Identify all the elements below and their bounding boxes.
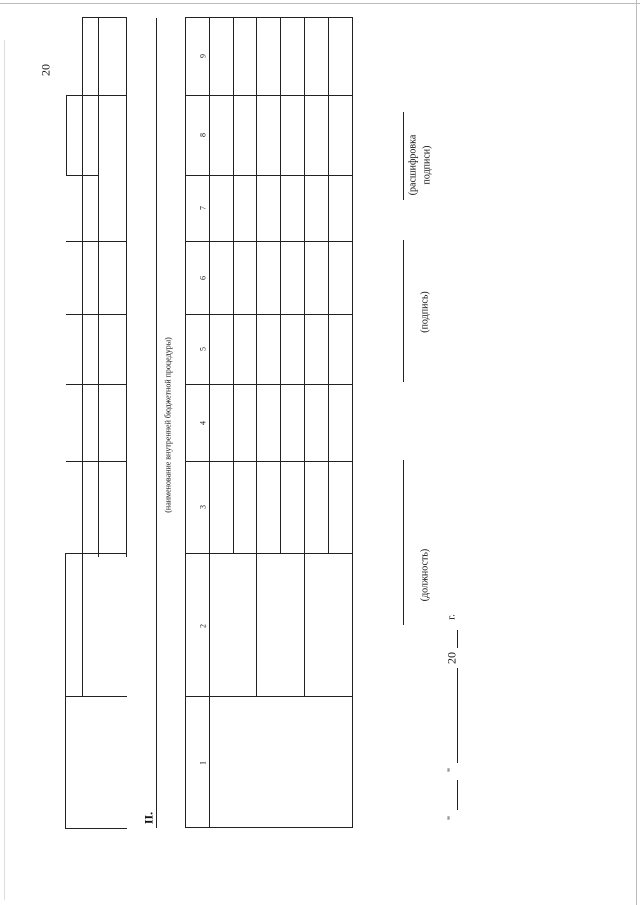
procedure-name-caption: (наименование внутренней бюджетной процедуры) xyxy=(163,337,173,513)
date-open-quote: " xyxy=(446,815,458,821)
column-number: 2 xyxy=(198,624,208,628)
signature-line xyxy=(403,240,404,382)
date-year-prefix: 20 xyxy=(444,652,459,664)
page-number: 20 xyxy=(38,64,53,76)
scan-left-edge xyxy=(4,40,5,900)
date-day-line xyxy=(457,780,458,810)
date-year-line xyxy=(457,630,458,648)
decoding-line xyxy=(403,112,404,200)
column-number: 8 xyxy=(198,133,208,137)
signature-label: (подпись) xyxy=(419,291,431,333)
column-number: 4 xyxy=(198,421,208,425)
procedure-name-underline xyxy=(156,18,157,828)
date-close-quote: " xyxy=(446,767,458,773)
column-number: 6 xyxy=(198,276,208,280)
column-number: 5 xyxy=(198,347,208,351)
column-number: 9 xyxy=(198,54,208,58)
decoding-label-line2: подписи) xyxy=(421,145,433,185)
decoding-label-line1: (расшифровка xyxy=(407,134,419,196)
column-number: 1 xyxy=(198,761,208,765)
column-number: 7 xyxy=(198,206,208,210)
date-year-suffix: г. xyxy=(446,614,458,620)
column-number: 3 xyxy=(198,505,208,509)
scan-right-edge xyxy=(636,0,637,905)
date-month-line xyxy=(457,668,458,763)
scan-top-edge xyxy=(0,3,640,4)
section-label: II. xyxy=(141,811,156,825)
position-label: (должность) xyxy=(419,548,431,602)
position-line xyxy=(403,460,404,625)
